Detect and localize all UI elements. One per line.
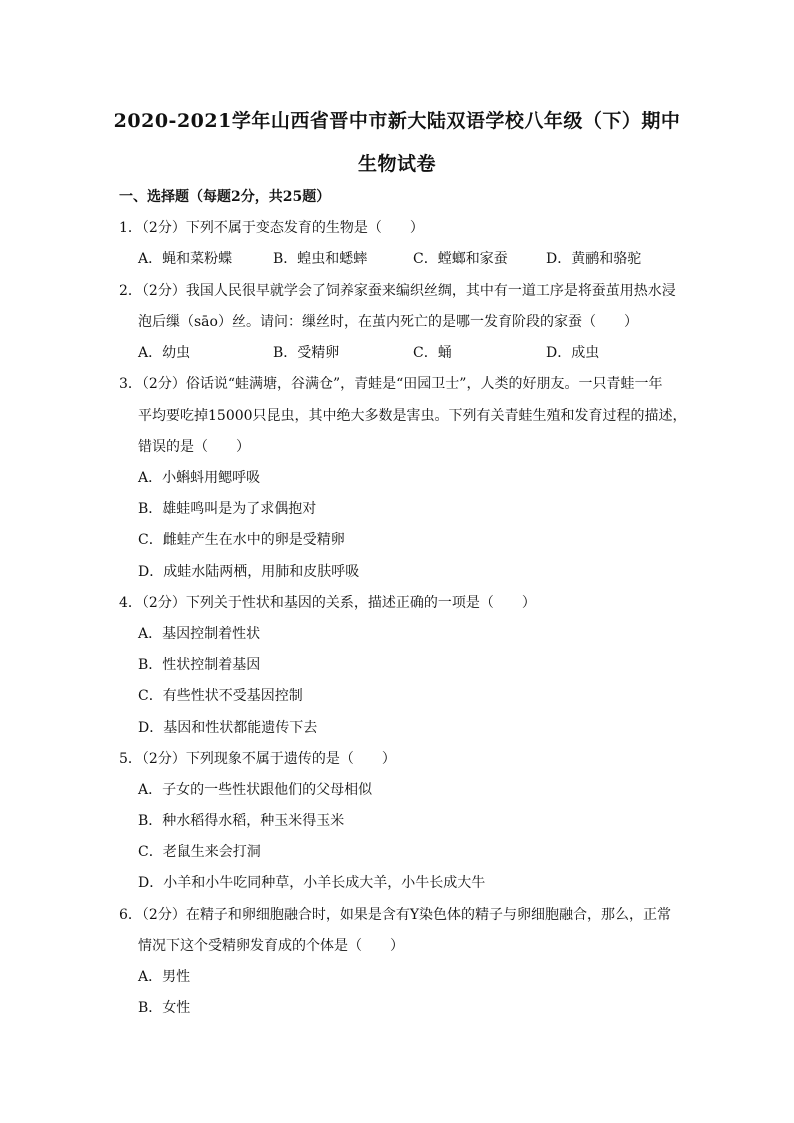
question-3-option-b: B．雄蛙鸣叫是为了求偶抱对 [138,501,317,517]
question-1-option-c: C．螳螂和家蚕 [413,251,508,267]
question-3-stem-line1: 3．（2分）俗话说“蛙满塘，谷满仓”，青蛙是“田园卫士”，人类的好朋友。一只青蛙一年 [119,376,663,392]
section-heading: 一、选择题（每题2分，共25题） [119,189,331,205]
question-3-stem-line3: 错误的是（ ） [138,439,250,455]
question-2-stem-line1: 2．（2分）我国人民很早就学会了饲养家蚕来编织丝绸，其中有一道工序是将蚕茧用热水浸 [119,283,676,299]
exam-title-line1: 2020-2021学年山西省晋中市新大陆双语学校八年级（下）期中 [113,110,681,132]
question-1-option-b: B．蝗虫和蟋蟀 [273,251,368,267]
question-3-option-a: A．小蝌蚪用鳃呼吸 [138,470,261,486]
question-3-option-c: C．雌蛙产生在水中的卵是受精卵 [138,532,345,548]
question-1-option-a: A．蝇和菜粉蝶 [138,251,233,267]
exam-title-line2: 生物试卷 [357,153,436,175]
question-5-option-a: A．子女的一些性状跟他们的父母相似 [138,782,373,798]
question-4-option-c: C．有些性状不受基因控制 [138,688,303,704]
question-3-option-d: D．成蛙水陆两栖，用肺和皮肤呼吸 [138,564,360,580]
question-6-stem-line1: 6．（2分）在精子和卵细胞融合时，如果是含有Y染色体的精子与卵细胞融合，那么，正常 [119,907,672,923]
question-2-option-d: D．成虫 [546,345,600,361]
question-4-stem: 4．（2分）下列关于性状和基因的关系，描述正确的一项是（ ） [119,595,536,611]
question-5-option-b: B．种水稻得水稻，种玉米得玉米 [138,813,345,829]
question-4-option-b: B．性状控制着基因 [138,657,261,673]
question-5-option-c: C．老鼠生来会打洞 [138,844,261,860]
question-1-stem: 1．（2分）下列不属于变态发育的生物是（ ） [119,220,424,236]
question-4-option-d: D．基因和性状都能遗传下去 [138,720,318,736]
question-2-stem-line2: 泡后缫（sāo）丝。请问：缫丝时，在茧内死亡的是哪一发育阶段的家蚕（ ） [138,314,638,330]
question-6-option-b: B．女性 [138,1000,191,1016]
question-3-stem-line2: 平均要吃掉15000只昆虫，其中绝大多数是害虫。下列有关青蛙生殖和发育过程的描述， [138,408,687,424]
question-1-option-d: D．黄鹂和骆驼 [546,251,642,267]
question-6-option-a: A．男性 [138,969,191,985]
question-2-option-c: C．蛹 [413,345,452,361]
question-6-stem-line2: 情况下这个受精卵发育成的个体是（ ） [138,938,404,954]
question-5-option-d: D．小羊和小牛吃同种草，小羊长成大羊，小牛长成大牛 [138,875,486,891]
question-5-stem: 5．（2分）下列现象不属于遗传的是（ ） [119,751,396,767]
question-2-option-a: A．幼虫 [138,345,191,361]
question-2-option-b: B．受精卵 [273,345,340,361]
question-4-option-a: A．基因控制着性状 [138,626,261,642]
